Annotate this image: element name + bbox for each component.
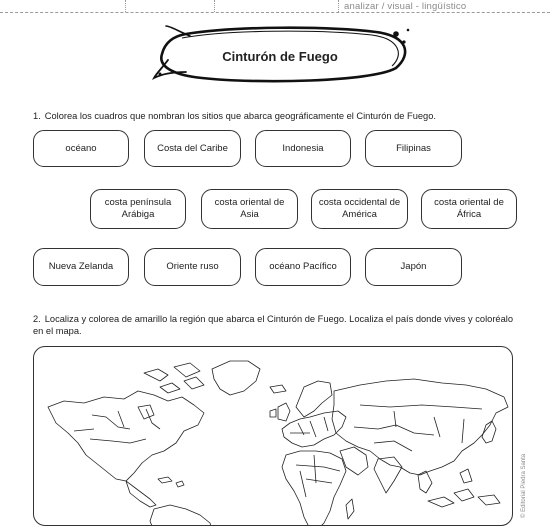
world-map-icon[interactable] xyxy=(34,347,513,526)
option-label: océano Pacífico xyxy=(269,261,337,272)
option-box[interactable] xyxy=(421,189,517,229)
option-box[interactable] xyxy=(144,248,241,286)
option-label: costa oriental de Asia xyxy=(214,197,285,220)
question-2 xyxy=(33,313,521,337)
header-divider xyxy=(125,0,126,12)
world-map-frame[interactable] xyxy=(33,346,513,526)
header-dashed-rule xyxy=(0,12,550,13)
title-banner xyxy=(146,24,414,84)
page-title: Cinturón de Fuego xyxy=(222,49,338,64)
option-box[interactable] xyxy=(255,130,351,167)
option-box[interactable] xyxy=(90,189,186,229)
option-label: Filipinas xyxy=(396,142,431,154)
option-label: océano xyxy=(65,142,97,154)
header-divider xyxy=(214,0,215,12)
question-number: 2. xyxy=(33,314,41,324)
option-box[interactable] xyxy=(311,189,408,229)
option-box[interactable] xyxy=(33,248,129,286)
option-label: Costa del Caribe xyxy=(157,142,228,154)
question-number: 1. xyxy=(33,111,41,121)
option-box[interactable] xyxy=(144,130,241,167)
option-box[interactable] xyxy=(201,189,298,229)
option-label: costa oriental de África xyxy=(434,197,504,220)
option-box[interactable] xyxy=(255,248,351,286)
option-box[interactable] xyxy=(33,130,129,167)
skills-tag: analizar / visual - lingüístico xyxy=(344,1,467,12)
option-box[interactable] xyxy=(365,248,462,286)
publisher-credit: © Editorial Piedra Santa xyxy=(521,453,527,518)
option-box[interactable] xyxy=(365,130,462,167)
question-text: Colorea los cuadros que nombran los sitios que abarca geográficamente el Cinturón de Fuego. xyxy=(44,111,436,121)
option-label: Japón xyxy=(400,261,427,272)
question-text: Localiza y colorea de amarillo la región que abarca el Cinturón de Fuego. Localiza el país donde vives y coloréalo en el mapa. xyxy=(33,314,513,336)
option-label: costa península Arábiga xyxy=(104,197,172,220)
header-divider xyxy=(338,0,339,12)
option-label: costa occidental de América xyxy=(318,197,401,220)
option-label: Nueva Zelanda xyxy=(48,261,114,272)
option-label: Oriente ruso xyxy=(166,261,219,272)
question-1 xyxy=(33,110,436,122)
option-label: Indonesia xyxy=(282,142,324,154)
